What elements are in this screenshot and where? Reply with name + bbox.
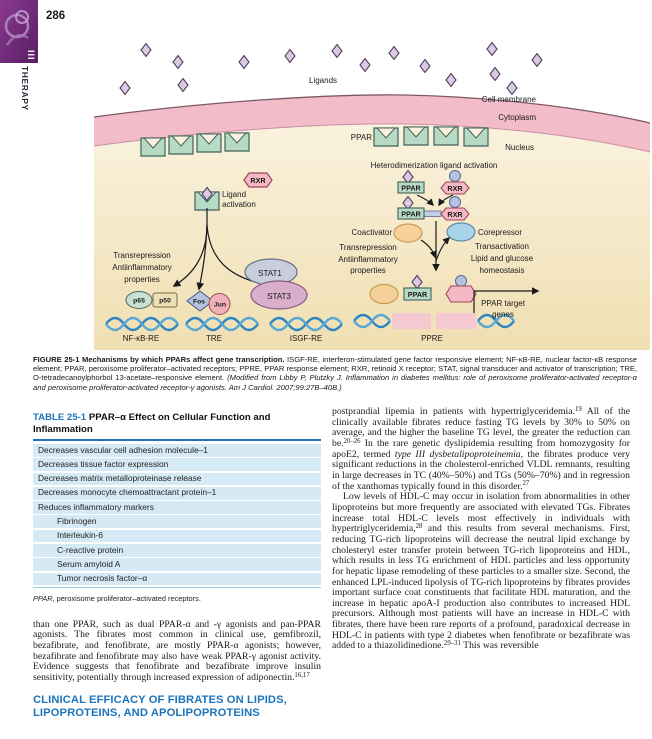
svg-text:Transrepression: Transrepression — [339, 243, 397, 252]
label-ppar-target-2: genes — [492, 310, 514, 319]
right-column — [332, 407, 630, 652]
label-isgf-re: ISGF-RE — [289, 334, 323, 343]
section-heading: CLINICAL EFFICACY OF FIBRATES ON LIPIDS, LIPOPROTEINS, AND APOLIPOPROTEINS — [33, 693, 287, 720]
table-title — [33, 412, 321, 435]
svg-text:STAT1: STAT1 — [258, 269, 282, 278]
svg-text:STAT3: STAT3 — [267, 292, 291, 301]
svg-text:p50: p50 — [159, 297, 171, 305]
svg-text:Jun: Jun — [213, 301, 227, 309]
table-label: TABLE 25-1 — [33, 412, 87, 423]
right-paragraph-1: postprandial lipemia in patients with hypertriglyceridemia.$^{19}$ All of the clinically available fibrates reduce fasting TG levels by 30% to 50% on average, and the higher the baseline TG level, the greater the reduction can be.$^{20-26}$ In the rare genetic dyslipidemia resulting from homozygosity for apoE2, termed type III dysbetalipoproteinemia, the fibrates produce very significant reductions in the cholesterol-enriched VLDL remnants, resulting in large decreases in TC (40%–50%) and TGs (50%–70%) and in regression of the xanthomas typically found in this disorder.$^{27}$ — [332, 405, 630, 492]
svg-text:Fos: Fos — [192, 298, 206, 306]
svg-text:Antiinflammatory: Antiinflammatory — [112, 263, 172, 272]
section-spine-label: THERAPY — [20, 66, 30, 111]
svg-text:PPAR: PPAR — [401, 183, 421, 193]
label-ppar-membrane: PPAR — [350, 133, 372, 142]
table-row: C-reactive protein — [33, 544, 321, 557]
svg-text:RXR: RXR — [447, 184, 463, 193]
table-row: Decreases vascular cell adhesion molecule–1 — [33, 444, 321, 457]
ligand-diamonds — [120, 43, 542, 95]
figure-caption-lead: Mechanisms by which PPARs affect gene transcription. — [81, 355, 285, 364]
svg-text:Transactivation: Transactivation — [475, 242, 529, 251]
table-row: Interleukin-6 — [33, 530, 321, 543]
left-column — [33, 412, 321, 721]
svg-text:Transrepression: Transrepression — [113, 251, 171, 260]
part-corner-box — [0, 0, 38, 63]
page-number: 286 — [46, 10, 66, 22]
svg-text:RXR: RXR — [447, 210, 463, 219]
figure-25-1-diagram — [94, 14, 650, 350]
table-row: Reduces inflammatory markers — [33, 501, 321, 514]
table-row: Decreases monocyte chemoattractant protein–1 — [33, 487, 321, 500]
svg-text:Lipid and glucose: Lipid and glucose — [470, 254, 534, 263]
table-row: Fibrinogen — [33, 515, 321, 528]
label-ligand-activation-2: activation — [222, 200, 256, 209]
left-paragraph: than one PPAR, such as dual PPAR-α and -γ agonists and pan-PPAR agonists. The fibrates most common in clinical use, gemfibrozil, bezafibrate, and fenofibrate, are mostly PPAR-α agonists; however, bezafibrate and fenofibrate may also have weak PPAR-γ agonist activity. Evidence suggests that fenofibrate and bezafibrate improve insulin sensitivity, potentially through increased expression of adiponectin.$^{16,17}$ — [33, 618, 321, 684]
label-nfkb-re: NF-κB-RE — [122, 334, 160, 343]
part-number: III — [26, 50, 36, 61]
label-transactivation — [471, 242, 534, 275]
table-row: Serum amyloid A — [33, 558, 321, 571]
svg-text:properties: properties — [124, 275, 160, 284]
table-header-rule — [33, 439, 321, 441]
figure-caption-label: FIGURE 25-1 — [33, 355, 80, 364]
label-heterodimerization: Heterodimerization ligand activation — [370, 161, 498, 170]
label-tre: TRE — [206, 334, 222, 343]
coactivator-ellipse — [394, 224, 422, 242]
svg-text:PPAR: PPAR — [407, 290, 428, 299]
label-coactivator: Coactivator — [351, 228, 392, 237]
label-cell-membrane: Cell membrane — [481, 95, 536, 104]
figure-caption-source: (Modified from Libby P, Plutzky J. Inflammation in diabetes mellitus: role of peroxisome proliferator-activated receptor-α and peroxisome proliferator-activated receptor-γ agonists. Am J Cardiol. 2007;99:27B–40B.) — [33, 373, 637, 392]
svg-text:RXR: RXR — [250, 176, 266, 185]
label-ppar-target-1: PPAR target — [481, 299, 525, 308]
label-ligand-activation-1: Ligand — [222, 190, 247, 199]
table-footnote-term: PPAR — [33, 593, 53, 603]
table-footnote — [33, 594, 321, 603]
table-footnote-rest: , peroxisome proliferator–activated receptors. — [52, 593, 201, 603]
table-25-1 — [33, 444, 321, 585]
svg-text:Antiinflammatory: Antiinflammatory — [338, 255, 398, 264]
figure-caption — [33, 355, 637, 392]
rxr-hexagon-left — [244, 173, 272, 187]
svg-text:PPAR: PPAR — [401, 209, 421, 219]
table-row: Decreases matrix metalloproteinase release — [33, 473, 321, 486]
svg-text:homeostasis: homeostasis — [479, 266, 525, 275]
table-title-text: PPAR–α Effect on Cellular Function and Inflammation — [33, 412, 271, 435]
table-bottom-rule — [33, 587, 321, 588]
right-paragraph-2: Low levels of HDL-C may occur in isolation from abnormalities in other lipoproteins but more frequently are associated with elevated TGs. Fibrates increase total HDL-C levels most effectively in individuals with hypertriglyceridemia,$^{28}$ and this results from several mechanisms. First, reducing TG-rich lipoproteins will decrease the neutral lipid exchange by cholesteryl ester transfer protein between TG-rich lipoproteins and HDL, which results in less TG enrichment of HDL particles and less opportunity for hepatic lipase remodeling of these particles to a smaller size. Second, the enhanced LPL-induced lipolysis of TG-rich lipoproteins by fibrates provides important surface coat constituents that facilitate HDL maturation, and the increase in hepatic apoA-I production also contributes to increased HDL precursors. Although most patients will have an increase in HDL-C with fibrates, there have been rare reports of a profound, paradoxical decrease in HDL-C in patients with type 2 diabetes when fenofibrate or bezafibrate was added to a thiazolidinedione.$^{29-31}$ This was reversible — [332, 491, 630, 652]
figure-caption-body: ISGF-RE, interferon-stimulated gene factor responsive element; NF-κB-RE, nuclear factor-κB response element; PPAR, peroxisome proliferator–activated receptors; PPRE, PPAR response element; RXR, retinoid X receptor; STAT, signal transducer and activator of transcription; TRE, O-tetradecanoylphorbol 13-acetate–responsive element. — [33, 355, 637, 383]
table-row: Decreases tissue factor expression — [33, 458, 321, 471]
label-cytoplasm: Cytoplasm — [498, 113, 536, 122]
table-row: Tumor necrosis factor–α — [33, 573, 321, 586]
corepressor-ellipse — [447, 223, 475, 241]
svg-text:properties: properties — [350, 266, 386, 275]
label-ppre: PPRE — [421, 334, 443, 343]
svg-text:p65: p65 — [133, 297, 145, 305]
label-corepressor: Corepressor — [478, 228, 523, 237]
label-ligands: Ligands — [309, 76, 338, 85]
label-nucleus: Nucleus — [505, 143, 534, 152]
